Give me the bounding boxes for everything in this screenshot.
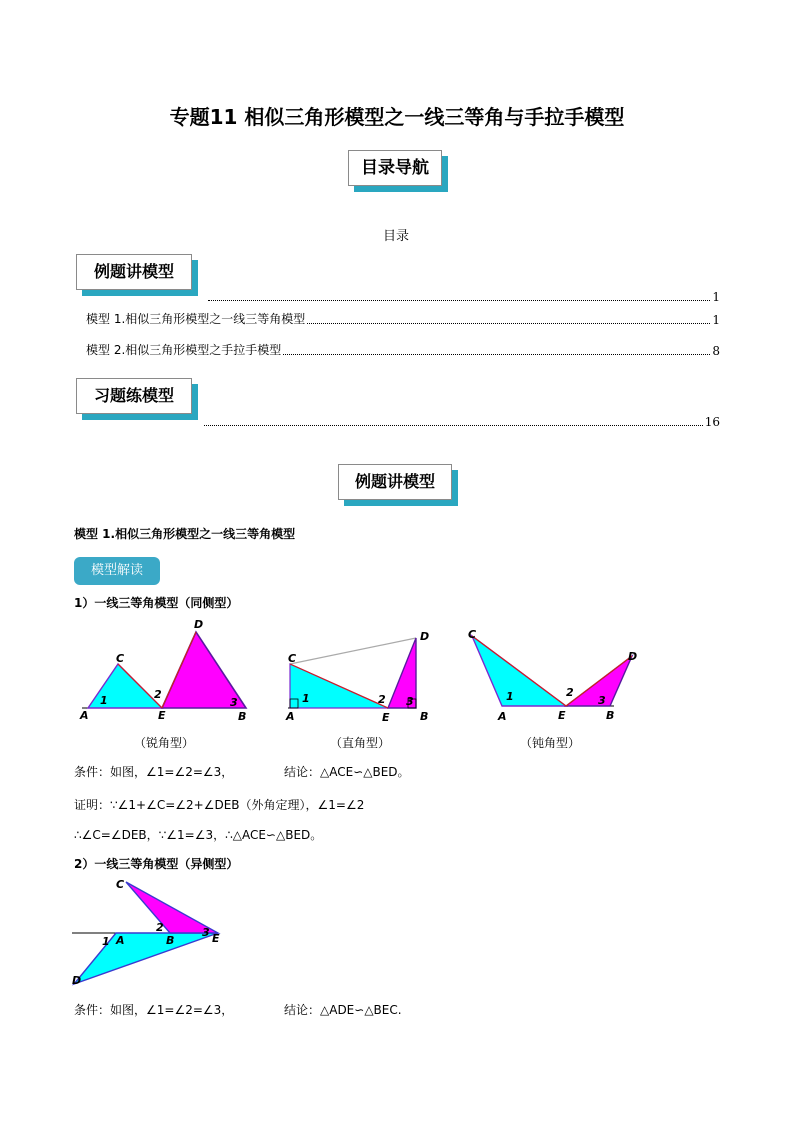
- label-E: E: [558, 709, 566, 722]
- label-3: 3: [230, 696, 238, 709]
- condition-1: 条件：如图，∠1=∠2=∠3，: [74, 765, 234, 779]
- section-box-examples: [76, 254, 192, 290]
- toc-page: 1: [712, 313, 720, 327]
- page-title: 专题11 相似三角形模型之一线三等角与手拉手模型: [169, 105, 625, 129]
- model-explain-pill: 模型解读: [74, 557, 160, 585]
- label-E: E: [212, 932, 220, 945]
- toc-leader: [204, 425, 703, 426]
- toc-leader: [283, 354, 710, 355]
- section-box-examples-label: 例题讲模型: [93, 262, 174, 281]
- label-1: 1: [100, 694, 108, 707]
- caption-right: （直角型）: [329, 736, 390, 750]
- toc-entry[interactable]: [86, 342, 720, 358]
- label-1: 1: [506, 690, 514, 703]
- label-3: 3: [406, 695, 414, 708]
- label-3: 3: [202, 926, 210, 939]
- label-C: C: [116, 652, 125, 665]
- caption-acute: （锐角型）: [133, 736, 194, 750]
- model1-heading: 模型 1.相似三角形模型之一线三等角模型: [74, 527, 296, 541]
- proof-line-2: ∴∠C=∠DEB，∵∠1=∠3，∴△ACE∽△BED。: [74, 828, 323, 842]
- label-3: 3: [598, 694, 606, 707]
- label-2: 2: [154, 688, 162, 701]
- toc-entry[interactable]: [86, 311, 720, 327]
- section-box-main-label: 例题讲模型: [354, 472, 435, 491]
- label-A: A: [116, 934, 125, 947]
- label-A: A: [80, 709, 89, 722]
- toc-entry-label: 模型 1.相似三角形模型之一线三等角模型: [86, 312, 306, 326]
- nav-box: [348, 150, 442, 186]
- label-E: E: [158, 709, 166, 722]
- label-C: C: [288, 652, 297, 665]
- label-1: 1: [102, 935, 110, 948]
- figure-right: [282, 626, 432, 726]
- toc-entry[interactable]: [202, 413, 720, 429]
- toc-entry[interactable]: [206, 288, 720, 304]
- label-B: B: [606, 709, 615, 722]
- label-B: B: [420, 710, 429, 723]
- label-D: D: [194, 618, 204, 631]
- toc-entry-label: 模型 2.相似三角形模型之手拉手模型: [86, 343, 282, 357]
- segment-cd: [290, 638, 416, 664]
- subheading-opposite-side: 2）一线三等角模型（异侧型）: [74, 857, 239, 871]
- caption-obtuse: （钝角型）: [519, 736, 580, 750]
- triangle-ade: [74, 933, 218, 984]
- label-2: 2: [156, 921, 164, 934]
- toc-heading: 目录: [383, 229, 410, 244]
- toc-leader: [208, 300, 710, 301]
- label-D: D: [72, 974, 82, 987]
- figure-acute: [74, 614, 260, 726]
- label-C: C: [468, 628, 477, 641]
- label-A: A: [286, 710, 295, 723]
- label-B: B: [166, 934, 175, 947]
- figure-obtuse: [462, 626, 642, 726]
- toc-page: 16: [704, 415, 720, 429]
- label-B: B: [238, 710, 247, 723]
- label-2: 2: [566, 686, 574, 699]
- nav-box-label: 目录导航: [361, 158, 429, 178]
- label-C: C: [116, 878, 125, 891]
- section-box-exercises-label: 习题练模型: [93, 386, 174, 405]
- label-D: D: [420, 630, 430, 643]
- toc-leader: [307, 323, 710, 324]
- label-A: A: [498, 710, 507, 723]
- label-D: D: [628, 650, 638, 663]
- section-box-exercises: [76, 378, 192, 414]
- label-2: 2: [378, 693, 386, 706]
- label-1: 1: [302, 692, 310, 705]
- proof-line-1: 证明：∵∠1+∠C=∠2+∠DEB（外角定理），∠1=∠2: [74, 798, 365, 812]
- conclusion-2: 结论：△ADE∽△BEC.: [284, 1003, 402, 1017]
- label-E: E: [382, 711, 390, 724]
- figure-opposite-side: [70, 874, 230, 990]
- subheading-same-side: 1）一线三等角模型（同侧型）: [74, 596, 239, 610]
- section-box-main: [338, 464, 452, 500]
- toc-page: 1: [712, 290, 720, 304]
- toc-page: 8: [712, 344, 720, 358]
- condition-2: 条件：如图，∠1=∠2=∠3，: [74, 1003, 234, 1017]
- conclusion-1: 结论：△ACE∽△BED。: [284, 765, 410, 779]
